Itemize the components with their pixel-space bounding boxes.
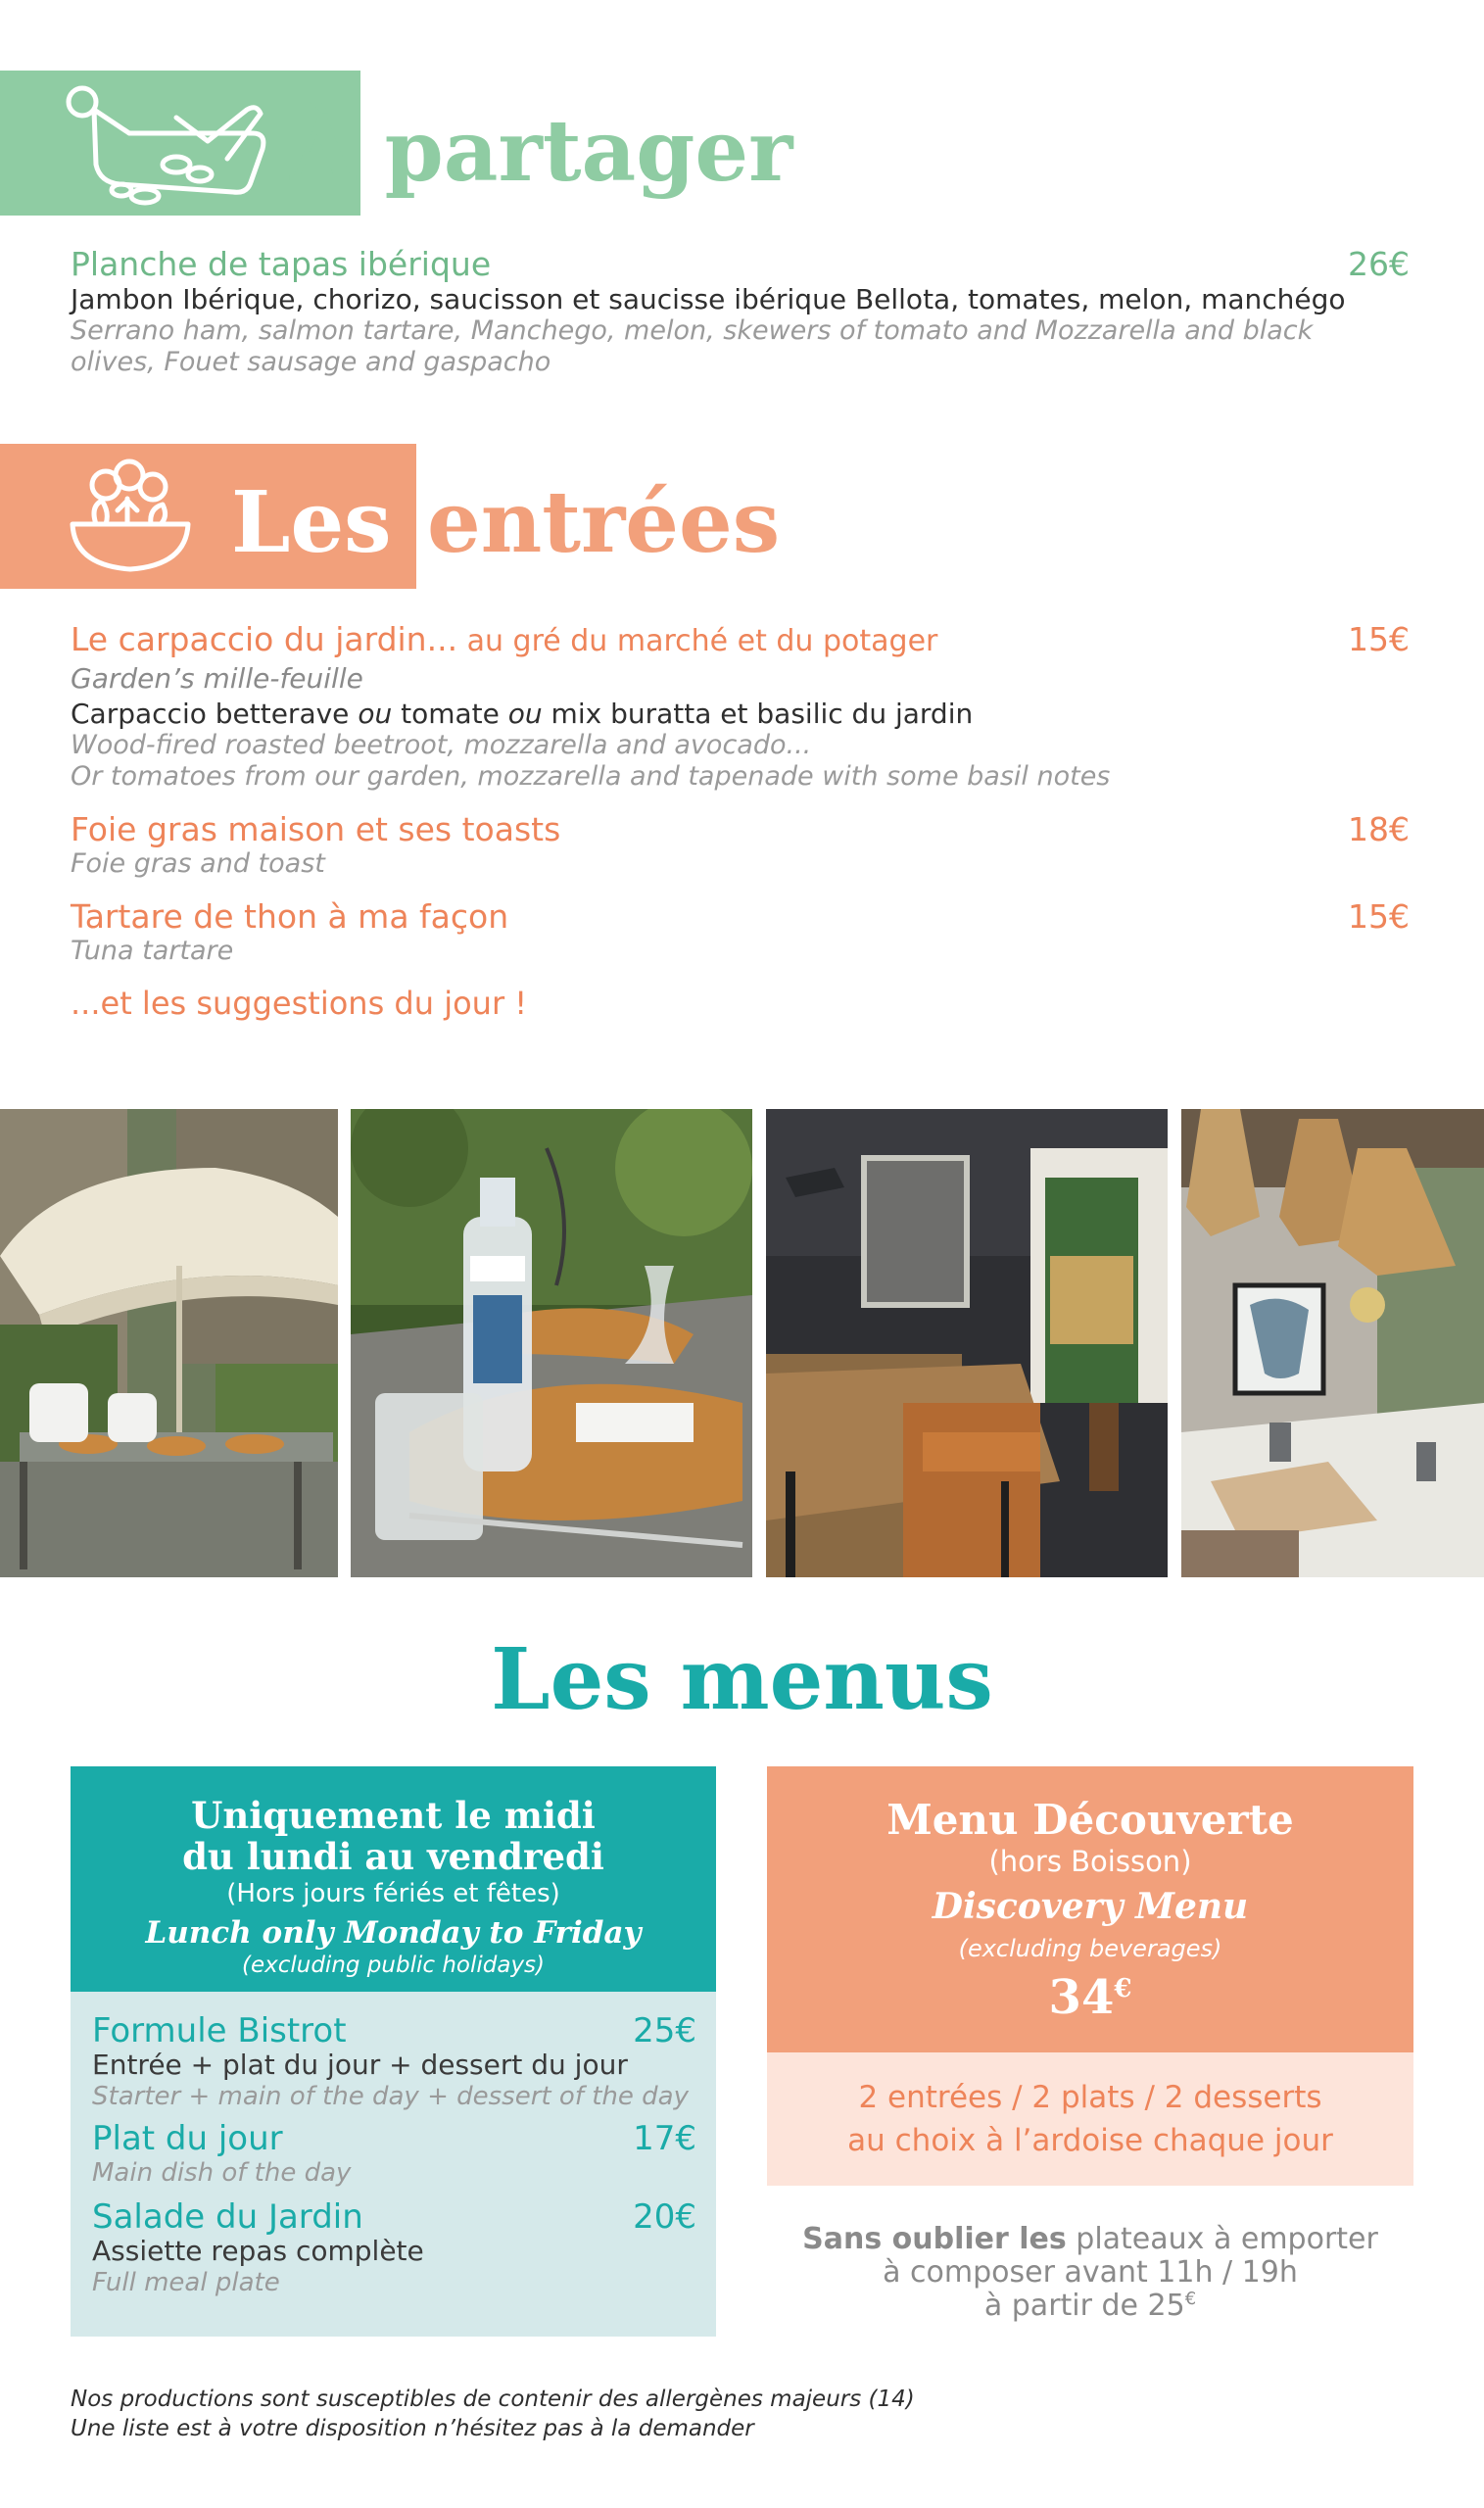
- item-english: Foie gras and toast: [71, 848, 325, 879]
- takeaway-line-3: [767, 2289, 1413, 2323]
- menu-item-name: Plat du jour: [92, 2119, 283, 2158]
- menu-item-english: Main dish of the day: [92, 2158, 352, 2188]
- menu-item-price: 20€: [633, 2197, 696, 2237]
- entrees-banner: [0, 444, 416, 589]
- item-name: Tartare de thon à ma façon: [71, 897, 509, 936]
- item-name: [71, 620, 937, 658]
- desc-part: Carpaccio betterave: [71, 698, 359, 730]
- footer-allergens: Nos productions sont susceptibles de contenir des allergènes majeurs (14): [71, 2387, 915, 2412]
- item-english: Tuna tartare: [71, 936, 234, 966]
- menu-item-desc: Entrée + plat du jour + dessert du jour: [92, 2049, 628, 2081]
- item-price: 15€: [1348, 897, 1410, 936]
- menu-midi-body: [71, 1992, 716, 2337]
- partager-title: À partager: [290, 102, 793, 201]
- item-description: Jambon Ibérique, chorizo, saucisson et saucisse ibérique Bellota, tomates, melon, manchégo: [71, 283, 1346, 315]
- menu-item-name: Formule Bistrot: [92, 2011, 347, 2050]
- entrees-title: entrées: [427, 473, 781, 572]
- suggestions-text: ...et les suggestions du jour !: [71, 985, 528, 1022]
- takeaway-line-2: à composer avant 11h / 19h: [883, 2255, 1298, 2290]
- desc-part: mix buratta et basilic du jardin: [542, 698, 974, 730]
- decouverte-en-note: (excluding beverages): [958, 1935, 1222, 1962]
- menu-item-desc: Assiette repas complète: [92, 2235, 424, 2267]
- menu-item-price: 17€: [633, 2119, 696, 2158]
- cutting-board-icon: [61, 80, 276, 206]
- menu-item-price: 25€: [633, 2011, 696, 2050]
- menus-title: Les menus: [491, 1630, 993, 1729]
- item-english: Serrano ham, salmon tartare, Manchego, melon, skewers of tomato and Mozzarella and black: [71, 315, 1314, 346]
- decouverte-line-1: 2 entrées / 2 plats / 2 desserts: [858, 2080, 1322, 2115]
- takeaway-line-1: [767, 2222, 1413, 2256]
- price-currency: €: [1114, 1974, 1132, 2003]
- midi-en-note: (excluding public holidays): [241, 1953, 546, 1978]
- item-english: olives, Fouet sausage and gaspacho: [71, 347, 551, 377]
- decouverte-price: [767, 1970, 1413, 2025]
- decouverte-line-2: au choix à l’ardoise chaque jour: [847, 2123, 1333, 2158]
- decouverte-fr-note: (hors Boisson): [988, 1845, 1192, 1878]
- takeaway-rest: plateaux à emporter: [1066, 2222, 1378, 2256]
- midi-en-title: Lunch only Monday to Friday: [145, 1915, 642, 1951]
- item-price: 26€: [1348, 245, 1410, 283]
- menu-midi-header: [71, 1766, 716, 1992]
- menu-decouverte-header: [767, 1766, 1413, 2052]
- item-english: Or tomatoes from our garden, mozzarella and tapenade with some basil notes: [71, 761, 1111, 792]
- photo-table-bottle: [351, 1109, 752, 1577]
- carpaccio-suffix: au gré du marché et du potager: [457, 624, 938, 658]
- takeaway-price: à partir de 25: [983, 2289, 1185, 2323]
- midi-heading-1: Uniquement le midi: [191, 1794, 596, 1837]
- desc-or: ou: [358, 698, 393, 730]
- decouverte-en-title: Discovery Menu: [932, 1886, 1249, 1927]
- takeaway-currency: €: [1184, 2289, 1197, 2309]
- menu-item-name: Salade du Jardin: [92, 2197, 363, 2237]
- footer-list: Une liste est à votre disposition n’hésitez pas à la demander: [71, 2416, 754, 2441]
- menu-decouverte-body: [767, 2052, 1413, 2186]
- item-english: Wood-fired roasted beetroot, mozzarella and avocado...: [71, 730, 812, 760]
- item-name: Foie gras maison et ses toasts: [71, 810, 561, 848]
- decouverte-title: Menu Découverte: [886, 1796, 1294, 1844]
- desc-part: tomate: [392, 698, 508, 730]
- price-value: 34: [1048, 1970, 1115, 2025]
- entrees-title-les: Les: [231, 473, 392, 572]
- midi-fr-note: (Hors jours fériés et fêtes): [226, 1879, 560, 1908]
- photo-dining-room: [766, 1109, 1168, 1577]
- item-name: Planche de tapas ibérique: [71, 245, 492, 283]
- item-price: 15€: [1348, 620, 1410, 658]
- takeaway-bold: Sans oublier les: [802, 2222, 1067, 2256]
- menu-item-english: Full meal plate: [92, 2268, 280, 2297]
- midi-heading-2: du lundi au vendredi: [182, 1835, 604, 1878]
- item-price: 18€: [1348, 810, 1410, 848]
- carpaccio-name: Le carpaccio du jardin...: [71, 620, 458, 658]
- desc-or: ou: [507, 698, 543, 730]
- item-description: [71, 698, 973, 730]
- menu-item-english: Starter + main of the day + dessert of the day: [92, 2082, 689, 2111]
- salad-bowl-icon: [67, 456, 194, 577]
- photo-veranda-elephant: [1181, 1109, 1484, 1577]
- photo-terrace-umbrella: [0, 1109, 338, 1577]
- item-subtitle: Garden’s mille-feuille: [71, 662, 363, 695]
